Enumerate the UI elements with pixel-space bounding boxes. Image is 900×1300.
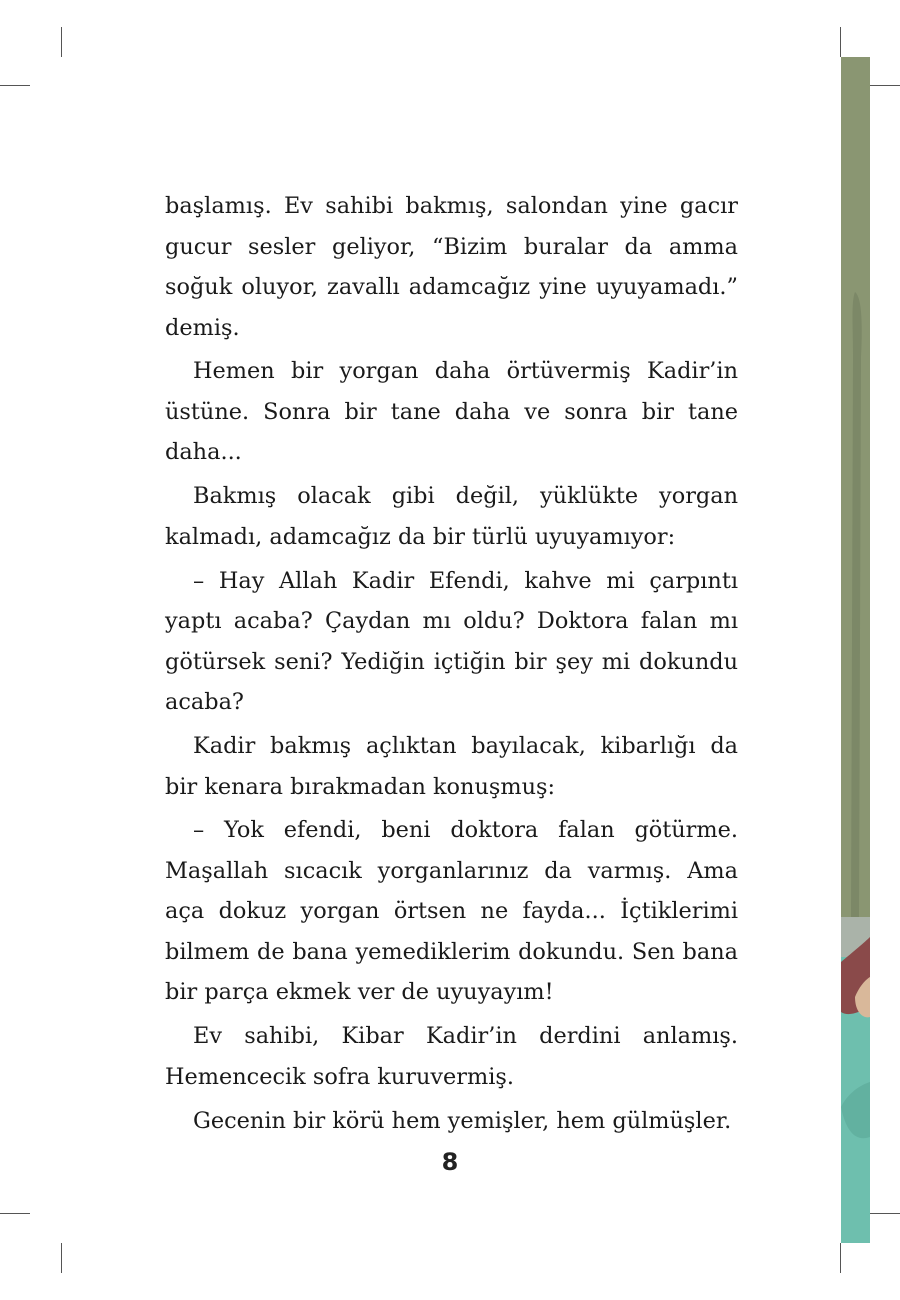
paragraph-5: Kadir bakmış açlıktan bayılacak, kibarlığı da bir kenara bırakmadan konuşmuş:	[165, 733, 738, 800]
story-text	[165, 186, 738, 1145]
paragraph-7: Ev sahibi, Kibar Kadir’in derdini anlamış. Hemencecik sofra kuruvermiş.	[165, 1023, 738, 1090]
paragraph-1: başlamış. Ev sahibi bakmış, salondan yine gacır gucur sesler geliyor, “Bizim buralar da amma soğuk oluyor, zavallı adamcağız yine uyuyamadı.” demiş.	[165, 193, 738, 341]
crop-mark-bottom-left-vertical	[61, 1243, 62, 1273]
crop-mark-top-left-vertical	[61, 27, 62, 57]
paragraph-6: – Yok efendi, beni doktora falan götürme. Maşallah sıcacık yorganlarınız da varmış. Ama aça dokuz yorgan örtsen ne fayda... İçtiklerimi bilmem de bana yemediklerim dokundu. Sen bana bir parça ekmek ver de uyuyayım!	[165, 817, 738, 1006]
illustration-edge-strip	[841, 57, 870, 1243]
page-number: 8	[441, 1148, 459, 1176]
crop-mark-top-right-horizontal	[870, 85, 900, 86]
paragraph-4: – Hay Allah Kadir Efendi, kahve mi çarpıntı yaptı acaba? Çaydan mı oldu? Doktora falan mı götürsek seni? Yediğin içtiğin bir şey mi dokundu acaba?	[165, 567, 738, 716]
paragraph-3: Bakmış olacak gibi değil, yüklükte yorgan kalmadı, adamcağız da bir türlü uyuyamıyor:	[165, 483, 738, 550]
paragraph-2: Hemen bir yorgan daha örtüvermiş Kadir’in üstüne. Sonra bir tane daha ve sonra bir tane daha...	[165, 358, 738, 466]
crop-mark-bottom-right-horizontal	[870, 1213, 900, 1214]
paragraph-8: Gecenin bir körü hem yemişler, hem gülmüşler.	[193, 1107, 732, 1134]
crop-mark-bottom-left-horizontal	[0, 1213, 30, 1214]
crop-mark-top-right-vertical	[840, 27, 841, 57]
crop-mark-bottom-right-vertical	[840, 1243, 841, 1273]
crop-mark-top-left-horizontal	[0, 85, 30, 86]
illustration-edge-graphic	[841, 57, 870, 1243]
